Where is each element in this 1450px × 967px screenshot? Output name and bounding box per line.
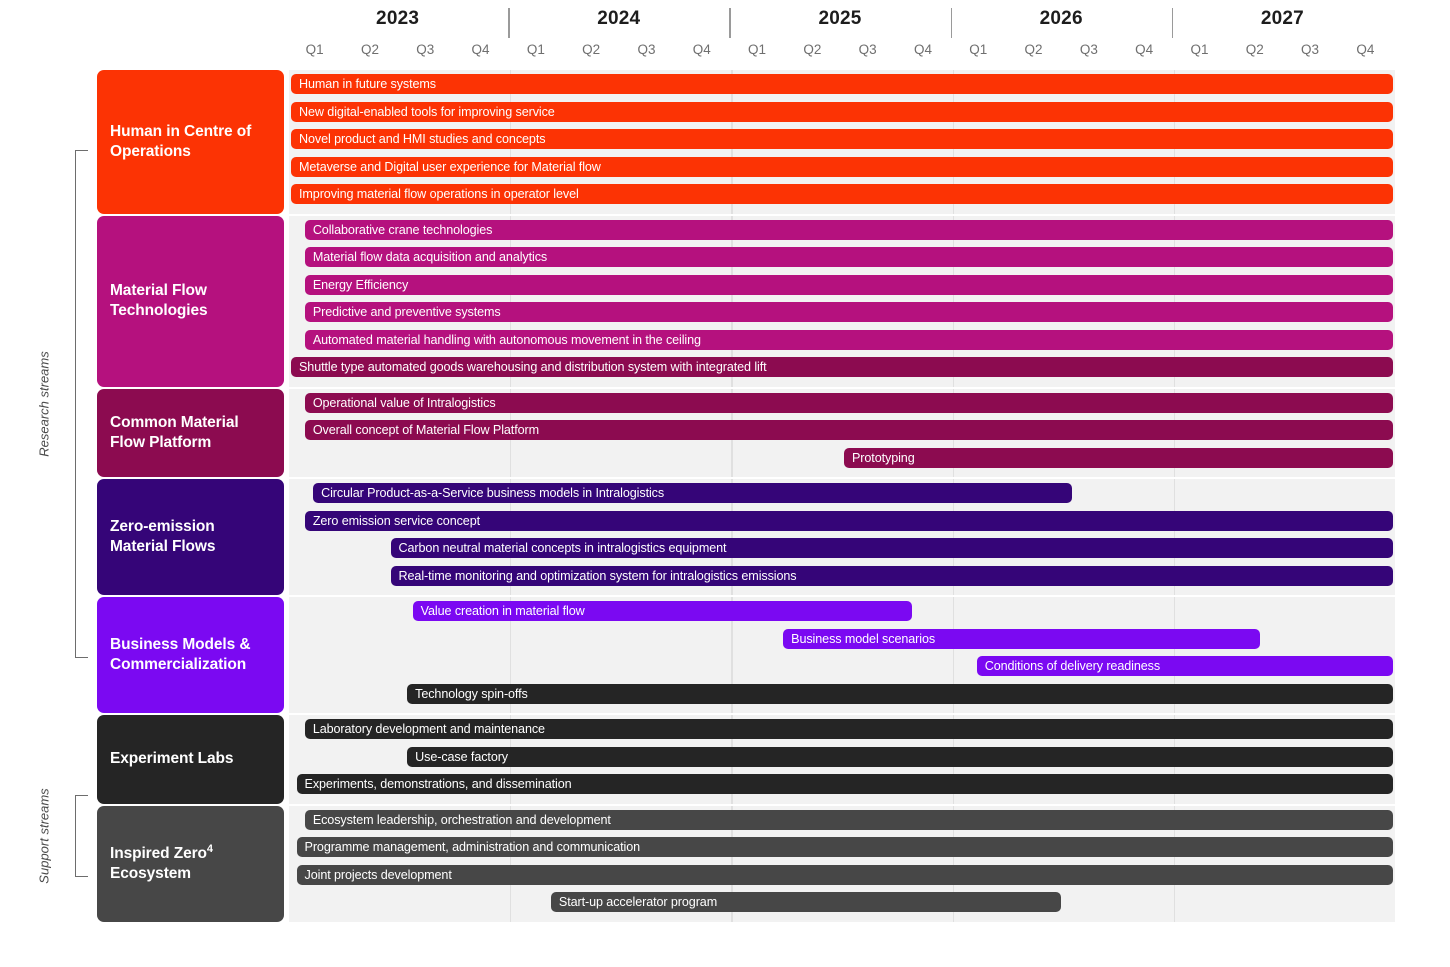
timeline-header	[287, 0, 1393, 64]
gantt-bar[interactable]: New digital-enabled tools for improving service	[291, 102, 1393, 122]
stream-bracket-label: Research streams	[36, 351, 52, 457]
gantt-bar[interactable]: Overall concept of Material Flow Platform	[305, 420, 1393, 440]
group-card-inspired-zero-ecosystem[interactable]	[97, 806, 284, 922]
gantt-bar[interactable]: Use-case factory	[407, 747, 1393, 767]
gantt-bar[interactable]: Carbon neutral material concepts in intralogistics equipment	[391, 538, 1393, 558]
quarter-label: Q1	[969, 42, 988, 57]
gantt-bar[interactable]: Joint projects development	[297, 865, 1393, 885]
gantt-bar[interactable]: Metaverse and Digital user experience for Material flow	[291, 157, 1393, 177]
track-band-human-in-centre-of-operations	[289, 70, 1395, 214]
group-card-zero-emission-material-flows[interactable]	[97, 479, 284, 595]
group-card-label: Common Material Flow Platform	[110, 414, 239, 451]
group-card-label: Business Models & Commercialization	[110, 636, 251, 673]
gantt-bar[interactable]: Real-time monitoring and optimization system for intralogistics emissions	[391, 566, 1393, 586]
quarter-label: Q3	[637, 42, 656, 57]
quarter-label: Q1	[526, 42, 545, 57]
gantt-bar[interactable]: Programme management, administration and communication	[297, 837, 1393, 857]
group-card-label	[110, 843, 213, 884]
year-divider	[951, 8, 953, 38]
quarter-label: Q2	[582, 42, 601, 57]
group-card-common-material-flow-platform[interactable]	[97, 389, 284, 478]
year-label-2027: 2027	[1260, 8, 1304, 29]
quarter-label: Q3	[858, 42, 877, 57]
quarter-label: Q2	[803, 42, 822, 57]
gantt-bar[interactable]: Energy Efficiency	[305, 275, 1393, 295]
group-card-label-line1: Inspired Zero	[110, 845, 207, 863]
gantt-bar[interactable]: Prototyping	[844, 448, 1393, 468]
quarter-label: Q3	[1301, 42, 1320, 57]
track-band-business-models-commercialization	[289, 597, 1395, 713]
group-card-material-flow-technologies[interactable]	[97, 216, 284, 387]
gantt-bar[interactable]: Business model scenarios	[783, 629, 1260, 649]
year-divider	[1172, 8, 1174, 38]
gantt-bar[interactable]: Zero emission service concept	[305, 511, 1393, 531]
group-card-label: Experiment Labs	[110, 750, 234, 768]
track-band-common-material-flow-platform	[289, 389, 1395, 478]
gantt-bar[interactable]: Automated material handling with autonomous movement in the ceiling	[305, 330, 1393, 350]
gantt-bar[interactable]: Experiments, demonstrations, and dissemination	[297, 774, 1393, 794]
quarter-label: Q3	[1079, 42, 1098, 57]
gantt-bar[interactable]: Material flow data acquisition and analytics	[305, 247, 1393, 267]
gantt-bar[interactable]: Novel product and HMI studies and concepts	[291, 129, 1393, 149]
gantt-bar[interactable]: Shuttle type automated goods warehousing and distribution system with integrated lift	[291, 357, 1393, 377]
year-label-2025: 2025	[818, 8, 862, 29]
stream-bracket	[75, 150, 88, 658]
gantt-bar[interactable]: Predictive and preventive systems	[305, 302, 1393, 322]
year-label-2026: 2026	[1039, 8, 1083, 29]
quarter-label: Q1	[305, 42, 324, 57]
gantt-bar[interactable]: Improving material flow operations in operator level	[291, 184, 1393, 204]
quarter-label: Q2	[360, 42, 379, 57]
quarter-label: Q4	[471, 42, 490, 57]
gantt-bar[interactable]: Technology spin-offs	[407, 684, 1393, 704]
year-label-2024: 2024	[597, 8, 641, 29]
gantt-bar[interactable]: Start-up accelerator program	[551, 892, 1061, 912]
group-card-experiment-labs[interactable]	[97, 715, 284, 804]
gantt-bar[interactable]: Value creation in material flow	[413, 601, 912, 621]
quarter-label: Q3	[416, 42, 435, 57]
stream-bracket	[75, 795, 88, 877]
quarter-label: Q4	[1356, 42, 1375, 57]
group-card-label-superscript: 4	[206, 843, 213, 856]
quarter-label: Q4	[1135, 42, 1154, 57]
track-band-experiment-labs	[289, 715, 1395, 804]
gantt-bar[interactable]: Ecosystem leadership, orchestration and development	[305, 810, 1393, 830]
track-band-material-flow-technologies	[289, 216, 1395, 387]
gantt-bar[interactable]: Operational value of Intralogistics	[305, 393, 1393, 413]
group-card-human-in-centre-of-operations[interactable]	[97, 70, 284, 214]
quarter-label: Q1	[1190, 42, 1209, 57]
gantt-bar[interactable]: Conditions of delivery readiness	[977, 656, 1393, 676]
group-card-business-models-commercialization[interactable]	[97, 597, 284, 713]
track-band-zero-emission-material-flows	[289, 479, 1395, 595]
quarter-label: Q1	[748, 42, 767, 57]
gantt-bar[interactable]: Human in future systems	[291, 74, 1393, 94]
gantt-bar[interactable]: Laboratory development and maintenance	[305, 719, 1393, 739]
quarter-label: Q4	[913, 42, 932, 57]
track-band-inspired-zero-ecosystem	[289, 806, 1395, 922]
group-card-label: Human in Centre of Operations	[110, 123, 252, 160]
group-card-label: Material Flow Technologies	[110, 282, 208, 319]
gantt-bar[interactable]: Circular Product-as-a-Service business models in Intralogistics	[313, 483, 1072, 503]
quarter-label: Q2	[1024, 42, 1043, 57]
gantt-bar[interactable]: Collaborative crane technologies	[305, 220, 1393, 240]
year-divider	[508, 8, 510, 38]
year-label-2023: 2023	[376, 8, 420, 29]
group-card-label-line2: Ecosystem	[110, 865, 191, 883]
year-divider	[729, 8, 731, 38]
group-card-label: Zero-emission Material Flows	[110, 518, 216, 555]
stream-bracket-label: Support streams	[36, 788, 52, 884]
quarter-label: Q4	[692, 42, 711, 57]
quarter-label: Q2	[1245, 42, 1264, 57]
